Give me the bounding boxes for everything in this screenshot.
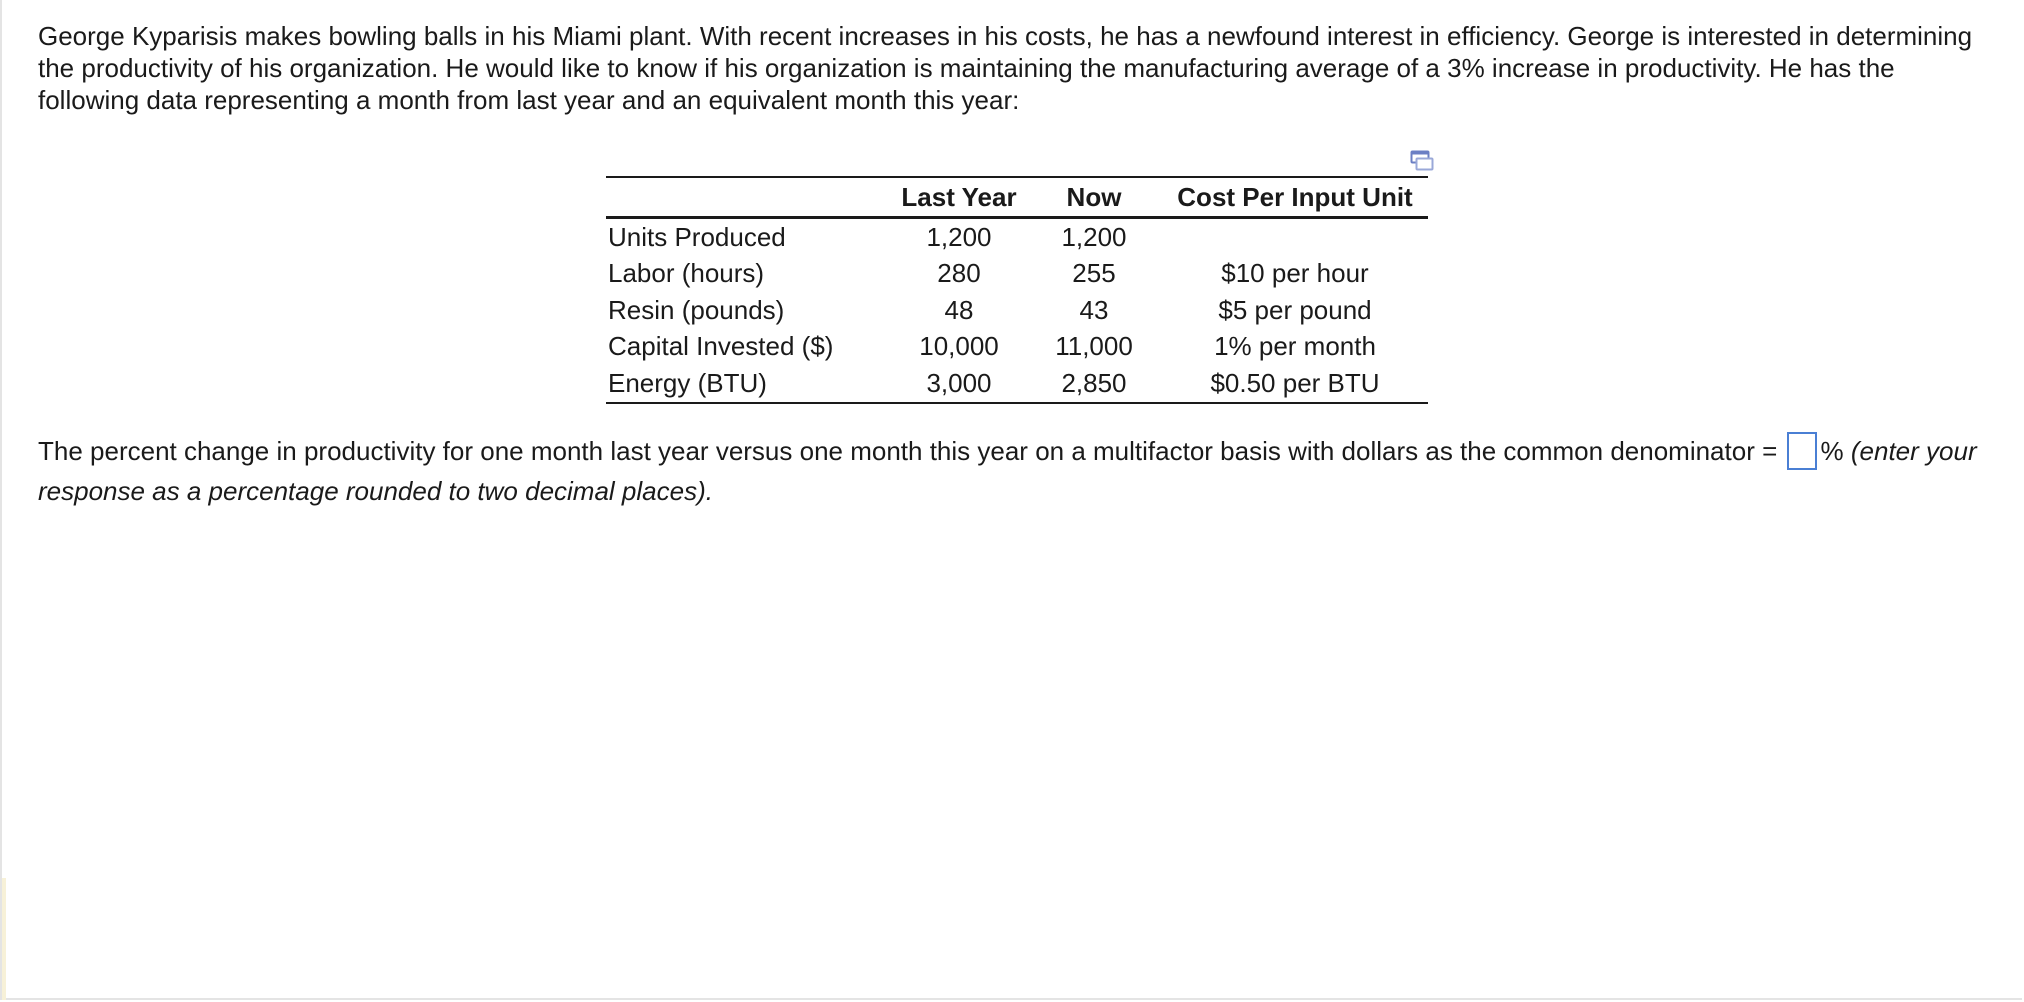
- cost-value: $10 per hour: [1221, 258, 1369, 289]
- table-row: [606, 218, 1428, 256]
- cost-value: $0.50 per BTU: [1210, 367, 1380, 398]
- table-row: [606, 365, 1428, 403]
- now-value: 11,000: [1055, 331, 1133, 362]
- last-year-value: 48: [944, 294, 974, 325]
- row-label: Units Produced: [608, 221, 786, 252]
- answer-input[interactable]: [1787, 432, 1817, 470]
- now-value: 43: [1079, 294, 1109, 325]
- cost-value: [1162, 218, 1428, 256]
- header-last-year: Last Year: [892, 177, 1026, 218]
- copy-table-icon[interactable]: [1410, 150, 1434, 172]
- header-now: Now: [1026, 177, 1162, 218]
- table-header-row: [606, 177, 1428, 218]
- table-row: [606, 256, 1428, 293]
- last-year-value: 10,000: [919, 331, 999, 362]
- percent-suffix: %: [1820, 436, 1844, 466]
- data-table-container: [606, 176, 1428, 404]
- row-label: Resin (pounds): [608, 294, 785, 325]
- last-year-value: 280: [937, 258, 981, 289]
- answer-instruction: (enter your response as a percentage rounded to two decimal places).: [38, 436, 1977, 507]
- now-value: 2,850: [1061, 367, 1127, 398]
- problem-intro: George Kyparisis makes bowling balls in his Miami plant. With recent increases in his costs, he has a newfound interest in efficiency. George is interested in determining the productivity of his organization. He would like to know if his organization is maintaining the manufacturing average of a 3% increase in productivity. He has the following data representing a month from last year and an equivalent month this year:: [38, 21, 1973, 115]
- table-row: [606, 292, 1428, 329]
- row-label: Labor (hours): [608, 258, 765, 289]
- header-blank: [606, 177, 892, 218]
- last-year-value: 3,000: [926, 367, 992, 398]
- header-cost-per-input-unit: Cost Per Input Unit: [1162, 177, 1428, 218]
- table-row: [606, 329, 1428, 366]
- cost-value: $5 per pound: [1218, 294, 1372, 325]
- corner-decoration: [2, 878, 6, 1000]
- last-year-value: 1,200: [926, 221, 992, 252]
- question-text: The percent change in productivity for one month last year versus one month this year on a multifactor basis with dollars as the common denominator =: [38, 436, 1778, 466]
- now-value: 255: [1072, 258, 1116, 289]
- data-table: [606, 176, 1428, 404]
- row-label: Capital Invested ($): [608, 331, 834, 362]
- cost-value: 1% per month: [1214, 331, 1376, 362]
- row-label: Energy (BTU): [608, 367, 767, 398]
- question: [38, 432, 2008, 511]
- now-value: 1,200: [1061, 221, 1127, 252]
